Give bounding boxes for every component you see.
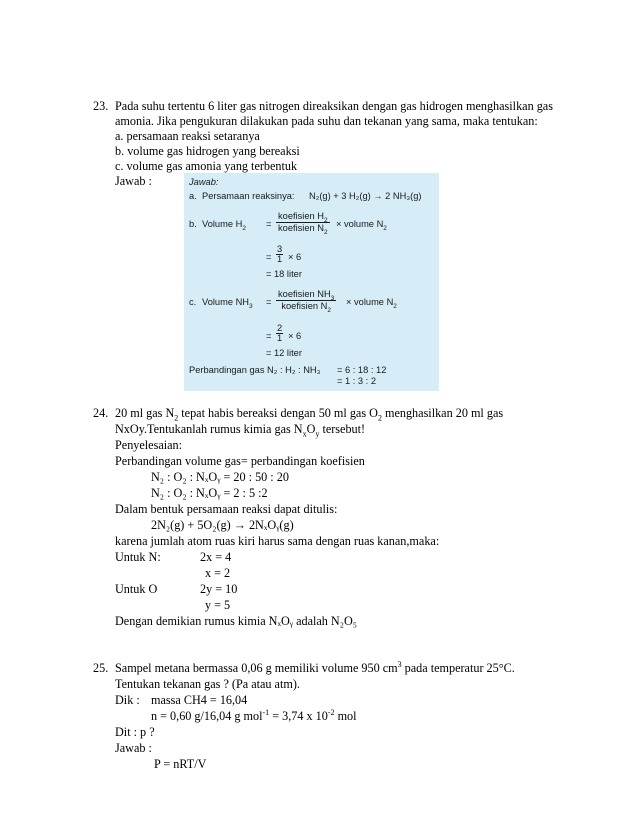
box-ratio-2: = 1 : 3 : 2 (337, 376, 377, 386)
box-eq-3: = (266, 297, 272, 307)
box-a-equation: N₂(g) + 3 H₂(g) → 2 NH₃(g) (309, 191, 422, 201)
q23-item-b: b. volume gas hidrogen yang bereaksi (115, 144, 300, 158)
q24-l2c: tersebut! (319, 422, 366, 436)
q23-line-2: amonia. Jika pengukuran dilakukan pada suhu dan tekanan yang sama, maka tentukan: (115, 114, 538, 128)
box-b-text: Volume H (202, 219, 243, 229)
box-title: Jawab: (189, 177, 219, 187)
q25-dit: Dit : p ? (115, 725, 155, 739)
box-c-fraction-values (276, 324, 283, 343)
q24-l2b: O (306, 422, 316, 436)
q24-line-8: 2N₂(g) + 5O₂(g) → 2NₓOᵧ(g) (151, 518, 294, 532)
box-eq-4: = (266, 331, 272, 341)
q24-line-7: Dalam bentuk persamaan reaksi dapat ditulis: (115, 502, 338, 516)
answer-image-box: Jawab: a. Persamaan reaksinya: N₂(g) + 3 H₂(g) → 2 NH₃(g) b. Volume $H_2$ = koefisien $H_2$ koefisien $N_2$ × volume $N_2$ = $\frac{3}{1}$ × 6 = 18 liter c. Volume $NH_3$ = koefisien $NH_3$ koefisien $N_2$ × volume $N_2$ = $\frac{2}{1}$ × 6 = 12 liter Perbandingan gas N₂ : H₂ : NH₃ = 6 : 18 : 12 = 1 : 3 : 2 (184, 173, 439, 391)
q23-jawab: Jawab : (115, 174, 152, 188)
q24-conclusion: Dengan demikian rumus kimia NₓOᵧ adalah N₂O₅ (115, 614, 358, 628)
box-c-times6: × 6 (288, 331, 302, 341)
q24-l1a: 20 ml gas N (115, 406, 175, 420)
q24-line-4: Perbandingan volume gas= perbandingan koefisien (115, 454, 365, 468)
q24-line-9: karena jumlah atom ruas kiri harus sama dengan ruas kanan,maka: (115, 534, 440, 548)
q24-n-eq2: x = 2 (205, 566, 231, 580)
box-c-val-den: 1 (277, 333, 283, 343)
q25-dik-2: n = 0,60 g/16,04 g mol$^{-1}$ = 3,74 x $10^{-2}$ mol (151, 707, 357, 723)
q23-number: 23. (93, 99, 109, 113)
q24-line-3: Penyelesaian: (115, 438, 183, 452)
q25-l1a: Sampel metana bermassa 0,06 g memiliki volume 950 cm (115, 661, 398, 675)
box-b-label: b. (189, 219, 197, 229)
box-c-times: × volume N (346, 297, 394, 307)
q24-number: 24. (93, 406, 109, 420)
q24-line-5: N₂ : O₂ : NₓOᵧ = 20 : 50 : 20 (151, 470, 289, 484)
q24-line-6: N₂ : O₂ : NₓOᵧ = 2 : 5 :2 (151, 486, 268, 500)
box-eq-2: = (266, 252, 272, 262)
q25-dik-label: Dik : (115, 693, 140, 707)
box-c-label: c. (189, 297, 197, 307)
q24-l2a: NxOy.Tentukanlah rumus kimia gas N (115, 422, 303, 436)
box-c-val-num: 2 (277, 323, 283, 333)
q25-line-1: Sampel metana bermassa 0,06 g memiliki volume 950 $cm^3$ pada temperatur 25°C. (115, 659, 515, 675)
q24-n-label: Untuk N: (115, 550, 161, 564)
box-b-fraction: koefisien $H_2$ koefisien $N_2$ (278, 211, 328, 236)
box-b-times6: × 6 (288, 252, 302, 262)
q25-l1b: pada temperatur 25°C. (401, 661, 515, 675)
box-b-fraction-values (276, 245, 283, 264)
box-ratio-1: = 6 : 18 : 12 (337, 365, 387, 375)
q24-line-1: 20 ml gas $N_2$ tepat habis bereaksi dengan 50 ml gas $O_2$ menghasilkan 20 ml gas (115, 406, 504, 423)
box-eq-1: = (266, 219, 272, 229)
box-b-times: × volume N (336, 219, 384, 229)
box-c-fraction: koefisien $NH_3$ koefisien $N_2$ (278, 289, 335, 314)
q24-o-eq1: 2y = 10 (200, 582, 238, 596)
q25-dik2a: n = 0,60 g/16,04 g mol (151, 709, 263, 723)
q23-line-1: Pada suhu tertentu 6 liter gas nitrogen direaksikan dengan gas hidrogen menghasilkan gas (115, 99, 553, 113)
q25-number: 25. (93, 661, 109, 675)
q25-dik2b: = 3,74 x 10 (269, 709, 328, 723)
q25-formula: P = nRT/V (154, 757, 207, 771)
q24-n-eq1: 2x = 4 (200, 550, 232, 564)
q24-l1b: tepat habis bereaksi dengan 50 ml gas O (178, 406, 378, 420)
box-b-val-num: 3 (277, 244, 283, 254)
q24-line-2: NxOy.Tentukanlah rumus kimia gas $N_xO_y$ tersebut! (115, 422, 366, 439)
box-b-val-den: 1 (277, 254, 283, 264)
q24-l1c: menghasilkan 20 ml gas (381, 406, 504, 420)
q25-line-2: Tentukan tekanan gas ? (Pa atau atm). (115, 677, 300, 691)
box-b-numerator: koefisien H (278, 211, 324, 221)
q24-o-eq2: y = 5 (205, 598, 231, 612)
box-c-result: = 12 liter (266, 348, 302, 358)
box-c-numerator: koefisien NH (278, 289, 331, 299)
q23-item-c: c. volume gas amonia yang terbentuk (115, 159, 298, 173)
box-c-denominator: koefisien N (281, 301, 328, 311)
box-a-label: a. (189, 191, 197, 201)
box-ratio-label: Perbandingan gas N₂ : H₂ : NH₃ (189, 365, 321, 375)
q23-item-a: a. persamaan reaksi setaranya (115, 129, 260, 143)
box-c-text: Volume NH (202, 297, 250, 307)
q25-jawab: Jawab : (115, 741, 152, 755)
q25-dik-1: massa CH4 = 16,04 (151, 693, 248, 707)
q24-o-label: Untuk O (115, 582, 158, 596)
box-a-text: Persamaan reaksinya: (202, 191, 295, 201)
q25-dik2c: mol (334, 709, 357, 723)
box-b-result: = 18 liter (266, 269, 302, 279)
box-b-denominator: koefisien N (278, 223, 324, 233)
